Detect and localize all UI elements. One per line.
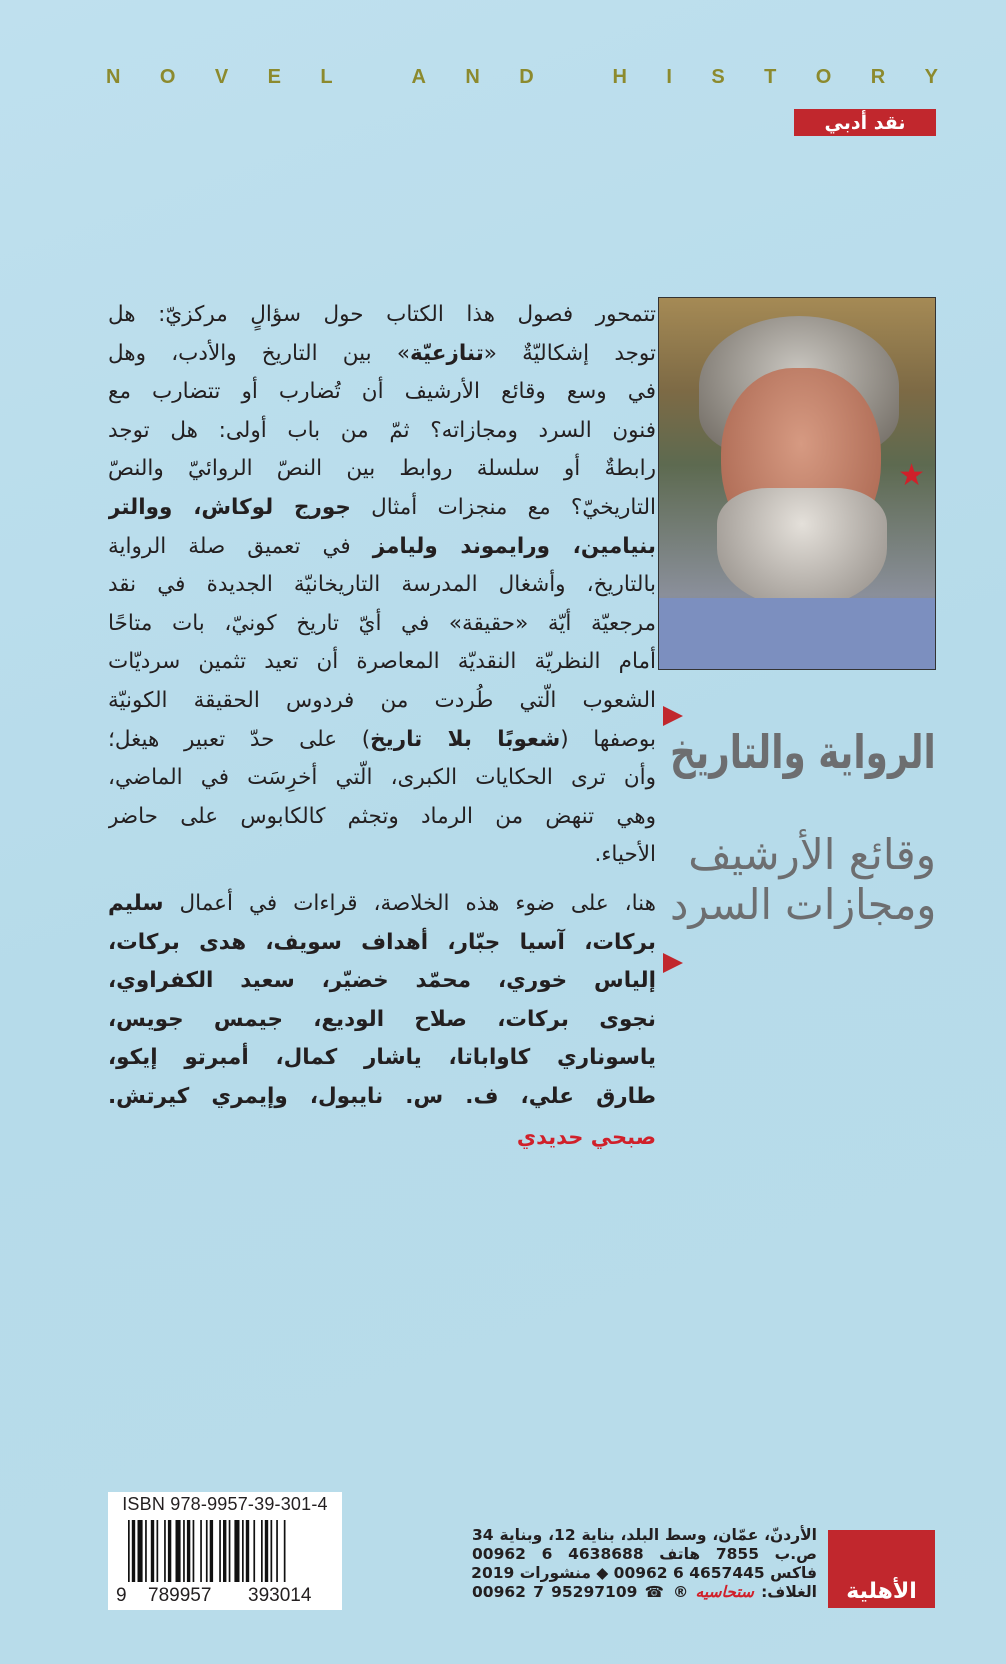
barcode-bar bbox=[128, 1520, 130, 1582]
barcode-bar bbox=[132, 1520, 135, 1582]
text-segment: هنا، على ضوء هذه الخلاصة، قراءات في أعمال bbox=[163, 890, 656, 916]
text-segment: » بين التاريخ والأدب، وهل bbox=[108, 340, 410, 366]
barcode-bar bbox=[234, 1520, 239, 1582]
cover-credit: الغلاف: ستحاسيه ® ☎ 95297109 7 00962 bbox=[472, 1583, 817, 1601]
bold-phrase: سليم bbox=[108, 890, 164, 916]
barcode-bar bbox=[223, 1520, 226, 1582]
series-title-letter: N bbox=[106, 66, 121, 88]
series-title-letter: H bbox=[612, 66, 627, 88]
publisher-info bbox=[472, 1526, 817, 1602]
bold-phrase: شعوبًا بلا تاريخ bbox=[370, 726, 561, 752]
bold-phrase: بركات، آسيا جبّار، أهداف سويف، هدى بركات، bbox=[108, 929, 656, 955]
barcode-bar bbox=[261, 1520, 263, 1582]
series-title-letter: E bbox=[267, 66, 281, 88]
ean-digit: 393014 bbox=[248, 1585, 312, 1606]
blurb-line bbox=[108, 885, 656, 924]
series-title-letter: N bbox=[465, 66, 480, 88]
series-title-letter: D bbox=[519, 66, 534, 88]
blurb-line bbox=[108, 643, 656, 682]
book-subtitle bbox=[668, 830, 936, 930]
blurb-line bbox=[108, 296, 656, 335]
blurb-line bbox=[108, 924, 656, 963]
barcode-bar bbox=[271, 1520, 273, 1582]
blurb-text bbox=[108, 296, 656, 1157]
text-segment: مرجعيّة أيّة «حقيقة» في أيّ تاريخ كونيّ، بات متاحًا bbox=[108, 610, 656, 636]
text-segment: وأن ترى الحكايات الكبرى، الّتي أخرِسَت في الماضي، bbox=[108, 765, 656, 791]
text-segment: بوصفها ( bbox=[560, 726, 656, 752]
barcode-bar bbox=[187, 1520, 190, 1582]
cover-designer-signature: ستحاسيه bbox=[695, 1583, 754, 1601]
blurb-line bbox=[108, 528, 656, 567]
bold-phrase: نجوى بركات، صلاح الوديع، جيمس جويس، bbox=[108, 1006, 656, 1032]
blurb-line bbox=[108, 450, 656, 489]
bold-phrase: تنازعيّة bbox=[409, 340, 484, 366]
isbn-label: ISBN 978-9957-39-301-4 bbox=[122, 1494, 328, 1514]
blurb-line bbox=[108, 412, 656, 451]
blurb-line bbox=[108, 489, 656, 528]
barcode-bar bbox=[229, 1520, 231, 1582]
series-title bbox=[106, 66, 938, 89]
series-title-letter: O bbox=[159, 66, 176, 88]
blurb-line bbox=[108, 836, 656, 875]
publisher-phone: ص.ب 7855 هاتف 4638688 6 00962 bbox=[472, 1545, 817, 1563]
barcode-bar bbox=[210, 1520, 213, 1582]
subtitle-line: ومجازات السرد bbox=[669, 880, 936, 929]
blurb-line bbox=[108, 1001, 656, 1040]
barcode-bar bbox=[183, 1520, 185, 1582]
barcode-bar bbox=[176, 1520, 181, 1582]
barcode-bar bbox=[219, 1520, 221, 1582]
blurb-line bbox=[108, 605, 656, 644]
blurb-line bbox=[108, 1078, 656, 1117]
barcode-bar bbox=[276, 1520, 278, 1582]
text-segment: رابطةٌ أو سلسلة روابط بين النصّ الروائيّ والنصّ bbox=[108, 456, 656, 482]
text-segment: أمام النظريّة النقديّة المعاصرة أن تعيد تثمين سرديّات bbox=[108, 649, 656, 675]
barcode-bar bbox=[246, 1520, 249, 1582]
series-title-letter: Y bbox=[924, 66, 938, 88]
genre-tag: نقد أدبي bbox=[794, 109, 936, 136]
series-title-letter: L bbox=[320, 66, 333, 88]
bold-phrase: إلياس خوري، محمّد خضيّر، سعيد الكفراوي، bbox=[108, 968, 656, 994]
triangle-marker-icon bbox=[663, 953, 683, 973]
ean-digit: 9 bbox=[116, 1585, 127, 1606]
ean-digit: 789957 bbox=[148, 1585, 212, 1606]
blurb-line bbox=[108, 759, 656, 798]
text-segment: الشعوب الّتي طُردت من فردوس الحقيقة الكونيّة bbox=[108, 687, 656, 713]
bold-phrase: ياسوناري كاواباتا، ياشار كمال، أمبرتو إيكو، bbox=[108, 1045, 656, 1071]
blurb-line bbox=[108, 1039, 656, 1078]
series-title-letter: S bbox=[711, 66, 725, 88]
text-segment: وهي تنهض من الرماد وتجثم كالكابوس على حاضر bbox=[108, 803, 656, 829]
bold-phrase: طارق علي، ف. س. نايبول، وإيمري كيرتش. bbox=[108, 1083, 656, 1109]
text-segment: ) على حدّ تعبير هيغل؛ bbox=[108, 726, 371, 752]
barcode-bar bbox=[145, 1520, 147, 1582]
text-segment: تتمحور فصول هذا الكتاب حول سؤالٍ مركزيّ: هل bbox=[108, 302, 656, 327]
triangle-marker-icon bbox=[663, 706, 683, 726]
bold-phrase: بنيامين، ورايموند وليامز bbox=[372, 533, 656, 559]
barcode-bar bbox=[242, 1520, 244, 1582]
series-title-letter: R bbox=[870, 66, 886, 88]
blurb-line bbox=[108, 682, 656, 721]
series-title-letter: I bbox=[666, 66, 672, 88]
barcode-bar bbox=[253, 1520, 255, 1582]
blurb-line bbox=[108, 373, 656, 412]
barcode-bar bbox=[200, 1520, 202, 1582]
blurb-line bbox=[108, 335, 656, 374]
subtitle-line: وقائع الأرشيف bbox=[688, 830, 936, 879]
blurb-line bbox=[108, 962, 656, 1001]
publisher-logo: الأهلية bbox=[828, 1530, 935, 1608]
barcode-bar bbox=[157, 1520, 159, 1582]
blurb-paragraph-1 bbox=[108, 296, 656, 875]
barcode-bar bbox=[151, 1520, 154, 1582]
series-title-letter: T bbox=[764, 66, 777, 88]
text-segment: في وسع وقائع الأرشيف أن تُضارب أو تتضارب مع bbox=[108, 379, 656, 405]
text-segment: توجد إشكاليّةٌ « bbox=[483, 340, 656, 366]
barcode-bar bbox=[284, 1520, 286, 1582]
star-icon: ★ bbox=[898, 458, 925, 493]
blurb-signature: صبحي حديدي bbox=[516, 1125, 656, 1150]
blurb-paragraph-2 bbox=[108, 885, 656, 1117]
blurb-line bbox=[108, 566, 656, 605]
book-title-box bbox=[668, 724, 936, 782]
barcode-bar bbox=[206, 1520, 208, 1582]
series-title-letter: O bbox=[815, 66, 832, 88]
barcode-bar bbox=[138, 1520, 143, 1582]
text-segment: بالتاريخ، وأشغال المدرسة التاريخانيّة الجديدة في نقد bbox=[108, 572, 656, 598]
book-title: الرواية والتاريخ bbox=[670, 725, 936, 779]
blurb-line bbox=[108, 721, 656, 760]
text-segment: فنون السرد ومجازاته؟ ثمّ من باب أولى: هل توجد bbox=[108, 417, 656, 443]
blurb-line bbox=[108, 798, 656, 837]
author-photo bbox=[658, 297, 936, 670]
publisher-fax: فاكس 4657445 6 00962 ◆ منشورات 2019 bbox=[471, 1564, 817, 1582]
barcode-bar bbox=[168, 1520, 171, 1582]
series-title-letter: V bbox=[214, 66, 229, 88]
barcode-bar bbox=[193, 1520, 195, 1582]
isbn-barcode bbox=[108, 1492, 342, 1610]
text-segment: الأحياء. bbox=[594, 842, 656, 868]
series-title-letter: A bbox=[411, 66, 426, 88]
barcode-bar bbox=[164, 1520, 166, 1582]
text-segment: في تعميق صلة الرواية bbox=[108, 533, 373, 559]
barcode-bars bbox=[128, 1520, 340, 1582]
text-segment: التاريخيّ؟ مع منجزات أمثال bbox=[350, 494, 656, 520]
barcode-bar bbox=[265, 1520, 268, 1582]
publisher-address: الأردنّ، عمّان، وسط البلد، بناية 12، وبناية 34 bbox=[472, 1526, 817, 1544]
bold-phrase: جورج لوكاش، ووالتر bbox=[108, 494, 351, 520]
